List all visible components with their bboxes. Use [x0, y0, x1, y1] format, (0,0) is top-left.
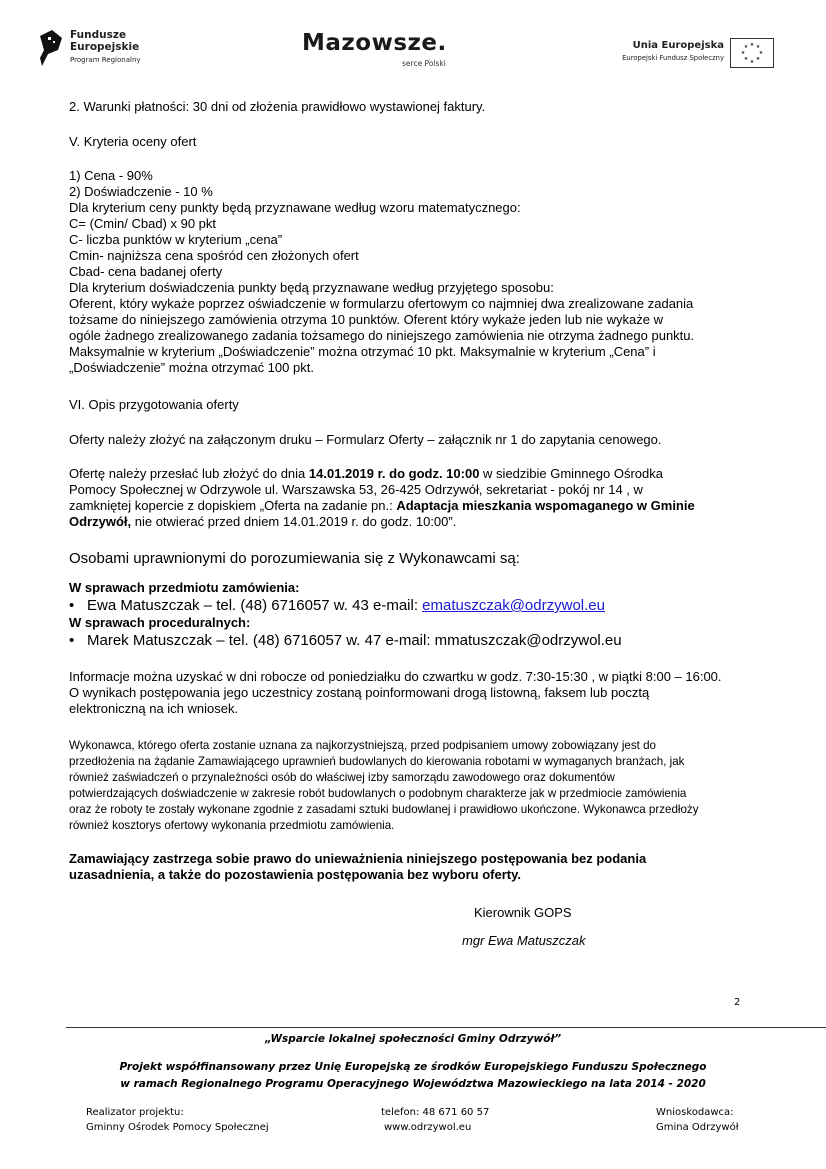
text-run: zamkniętej kopercie z dopiskiem „Oferta na zadanie pn.: — [69, 498, 397, 513]
subject-matters-heading: W sprawach przedmiotu zamówienia: — [69, 580, 300, 595]
task-name-bold: Adaptacja mieszkania wspomaganego w Gminie — [396, 498, 695, 513]
criteria-line: C- liczba punktów w kryterium „cena” — [69, 232, 283, 247]
contractor-line: przedłożenia na żądanie Zamawiającego uprawnień budowlanych do kierowania robotami w wymaganych branżach, jak — [69, 755, 685, 768]
criteria-line: ogóle żadnego zrealizowanego zadania tożsamego do niniejszego zamówienia nie otrzyma żadnego punktu. — [69, 328, 695, 343]
svg-text:★: ★ — [755, 56, 761, 62]
footer-applicant-label: Wnioskodawca: — [656, 1107, 734, 1118]
contractor-line: również kosztorys ofertowy wykonania przedmiotu zamówienia. — [69, 819, 395, 832]
contractor-line: Wykonawca, którego oferta zostanie uznana za najkorzystniejszą, przed podpisaniem umowy zobowiązany jest do — [69, 739, 656, 752]
fe-title-2: Europejskie — [70, 41, 140, 53]
contact-text: Marek Matuszczak – tel. (48) 6716057 w. 47 e-mail: mmatuszczak@odrzywol.eu — [87, 632, 622, 649]
svg-text:★: ★ — [743, 44, 749, 50]
fe-title-1: Fundusze — [70, 29, 127, 41]
criteria-line: tożsame do niniejszego zamówienia otrzyma 10 punktów. Oferent który wykaże jeden lub nie wykaże w — [69, 312, 663, 327]
contractor-line: potwierdzających doświadczenie w zakresie robót budowlanych o podobnym charakterze jak w przedmiocie zamówienia — [69, 787, 687, 800]
contractor-line: oraz że roboty te zostały wykonane zgodnie z zasadami sztuki budowlanej i prawidłowo ukończone. Wykonawca przedłoży — [69, 803, 699, 816]
footer-applicant: Gmina Odrzywół — [656, 1122, 739, 1133]
offer-envelope-line-2 — [69, 514, 456, 530]
offer-envelope-line — [69, 498, 695, 514]
text-run: Ofertę należy przesłać lub złożyć do dnia — [69, 466, 309, 481]
email-link[interactable]: ematuszczak@odrzywol.eu — [422, 597, 605, 614]
contractor-line: również zaświadczeń o przynależności osób do właściwej izby samorządu zawodowego oraz dokumentów — [69, 771, 615, 784]
criteria-line: Cmin- najniższa cena spośród cen złożonych ofert — [69, 248, 359, 263]
footer-realizator-label: Realizator projektu: — [86, 1107, 184, 1118]
footer-phone: telefon: 48 671 60 57 — [381, 1107, 490, 1118]
signature-name: mgr Ewa Matuszczak — [462, 933, 586, 948]
page-number: 2 — [734, 997, 741, 1008]
contact-marek — [69, 632, 622, 650]
svg-text:★: ★ — [749, 59, 755, 65]
mazowsze-logo — [300, 28, 470, 72]
footer-website: www.odrzywol.eu — [384, 1122, 472, 1133]
contact-ewa — [69, 597, 605, 615]
criteria-line: „Doświadczenie” można otrzymać 100 pkt. — [69, 360, 314, 375]
mazowsze-wordmark: Mazowsze. — [302, 30, 447, 56]
footer-divider — [66, 1027, 826, 1028]
text-run: w siedzibie Gminnego Ośrodka — [479, 466, 663, 481]
mazowsze-sub: serce Polski — [402, 59, 446, 68]
svg-text:★: ★ — [743, 56, 749, 62]
svg-text:★: ★ — [755, 44, 761, 50]
section-v-heading: V. Kryteria oceny ofert — [69, 134, 197, 149]
svg-text:★: ★ — [749, 42, 755, 48]
task-name-bold: Odrzywół, — [69, 514, 132, 529]
info-line: Informacje można uzyskać w dni robocze od poniedziałku do czwartku w godz. 7:30-15:30 , w piątki 8:00 – 16:00. — [69, 669, 722, 684]
eu-sub: Europejski Fundusz Społeczny — [622, 54, 724, 62]
reservation-line: Zamawiający zastrzega sobie prawo do unieważnienia niniejszego postępowania bez podania — [69, 851, 647, 866]
criteria-line: Oferent, który wykaże poprzez oświadczenie w formularzu ofertowym co najmniej dwa zrealizowane zadania — [69, 296, 694, 311]
footer-cofinancing-2: w ramach Regionalnego Programu Operacyjnego Województwa Mazowieckiego na lata 2014 - 2020 — [120, 1078, 706, 1090]
footer-realizator: Gminny Ośrodek Pomocy Społecznej — [86, 1122, 269, 1133]
bullet-icon — [69, 632, 87, 649]
eu-logo — [620, 38, 780, 70]
criteria-line: Dla kryterium doświadczenia punkty będą przyznawane według przyjętego sposobu: — [69, 280, 554, 295]
bullet-icon — [69, 597, 87, 614]
procedural-matters-heading: W sprawach proceduralnych: — [69, 615, 251, 630]
svg-text:★: ★ — [758, 50, 764, 56]
criteria-line: 1) Cena - 90% — [69, 168, 153, 183]
section-vi-heading: VI. Opis przygotowania oferty — [69, 397, 239, 412]
footer-project-name: „Wsparcie lokalnej społeczności Gminy Odrzywół” — [264, 1033, 562, 1045]
reservation-line: uzasadnienia, a także do pozostawienia postępowania bez wyboru oferty. — [69, 867, 521, 882]
deadline-bold: 14.01.2019 r. do godz. 10:00 — [308, 466, 480, 481]
text-run: nie otwierać przed dniem 14.01.2019 r. do godz. 10:00”. — [131, 514, 457, 529]
criteria-line: 2) Doświadczenie - 10 % — [69, 184, 213, 199]
info-line: O wynikach postępowania jego uczestnicy zostaną poinformowani drogą listowną, faksem lub pocztą — [69, 685, 650, 700]
offer-address-line: Pomocy Społecznej w Odrzywole ul. Warszawska 53, 26-425 Odrzywół, sekretariat - pokój nr 14 , w — [69, 482, 643, 497]
info-line: elektroniczną na ich wniosek. — [69, 701, 239, 716]
eu-flag-icon — [730, 38, 774, 68]
offers-form-text: Oferty należy złożyć na załączonym druku – Formularz Oferty – załącznik nr 1 do zapytania cenowego. — [69, 432, 662, 447]
fe-logo — [38, 28, 158, 72]
contact-text: Ewa Matuszczak – tel. (48) 6716057 w. 43 e-mail: — [87, 597, 423, 614]
footer-cofinancing-1: Projekt współfinansowany przez Unię Europejską ze środków Europejskiego Funduszu Społecznego — [119, 1061, 707, 1073]
svg-text:★: ★ — [740, 50, 746, 56]
fe-logo-icon — [38, 28, 64, 68]
criteria-line: C= (Cmin/ Cbad) x 90 pkt — [69, 216, 217, 231]
contacts-heading: Osobami uprawnionymi do porozumiewania się z Wykonawcami są: — [69, 550, 520, 567]
fe-sub: Program Regionalny — [70, 56, 141, 64]
criteria-line: Cbad- cena badanej oferty — [69, 264, 223, 279]
signature-role: Kierownik GOPS — [474, 905, 572, 920]
criteria-line: Dla kryterium ceny punkty będą przyznawane według wzoru matematycznego: — [69, 200, 521, 215]
criteria-line: Maksymalnie w kryterium „Doświadczenie” można otrzymać 10 pkt. Maksymalnie w kryterium „Cena” i — [69, 344, 656, 359]
eu-title: Unia Europejska — [632, 40, 724, 51]
offer-deadline-line — [69, 466, 663, 482]
payment-terms: 2. Warunki płatności: 30 dni od złożenia prawidłowo wystawionej faktury. — [69, 99, 486, 114]
